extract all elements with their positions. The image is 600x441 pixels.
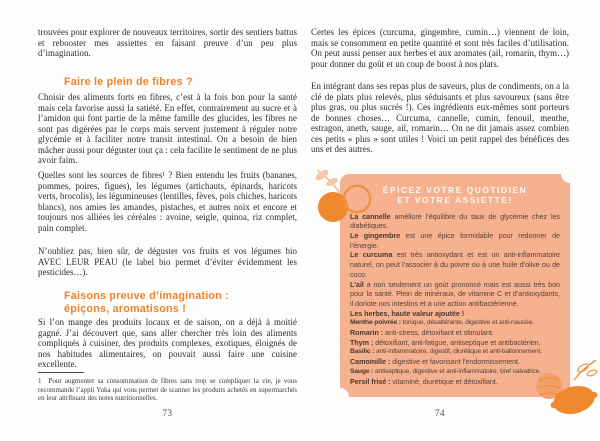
epices-paragraph: Certes les épices (curcuma, gingembre, cumin…) viennent de loin, mais se consomment en petite quantité et sont très faciles d’utilisation. On peut aussi penser aux herbes et aux aromates (ail, romarin, thym…) pour donner du goût et un coup de boost à nos plats.	[311, 27, 569, 69]
spice-entry-lead: Les herbes, haute valeur ajoutée !	[350, 308, 465, 318]
spice-entry-lead: Le gingembre	[350, 231, 401, 240]
spice-entry	[350, 309, 560, 319]
spice-entry: Sauge : antiseptique, digestive et anti-inflammatoire, bref salvatrice.	[350, 367, 541, 375]
page-number-left: 73	[162, 408, 173, 418]
spice-entry: Persil frisé : vitaminé, diurétique et détoxifiant.	[350, 376, 498, 386]
spice-entry-lead: Persil frisé :	[350, 376, 391, 386]
heading-fibres: Faire le plein de fibres ?	[64, 76, 193, 88]
saveurs-paragraph: En intégrant dans ses repas plus de saveurs, plus de condiments, on a la clé de plats plus relevés, plus séduisants et plus savoureux (sans être plus gras, ou plus sucrés !). Ces ingrédients eux-mêmes sont porteurs de bonnes choses… Curcuma, cannelle, cumin, fenouil, menthe, estragon, aneth, sauge, ail, romarin… On ne dit jamais assez combien ces petits « plus » sont utiles ! Voici un petit rappel des bénéfices des uns et des autres.	[311, 81, 569, 155]
sources-paragraph: Quelles sont les sources de fibres¹ ? Bien entendu les fruits (bananes, pommes, poires, figues), les légumes (artichauts, épinards, haricots verts, brocolis), les légumineuses (lentilles, fèves, pois chiches, haricots blancs), nos amies les amandes, pistaches, et autres noix et encore et toujours nos alliées les céréales : avoine, seigle, quinoa, riz complet, pain complet.	[38, 170, 297, 233]
spice-entry: Romarin : anti-stress, détoxifiant et stimulant.	[350, 328, 494, 338]
spice-entry: Menthe poivrée : tonique, désaltérante, digestive et anti-nausée.	[350, 319, 534, 327]
spice-entry-lead: Basilic :	[350, 348, 375, 356]
spice-entry: Camomille : digestive et favorisant l’endormissement.	[350, 357, 520, 367]
intro-paragraph: trouvées pour explorer de nouveaux territoires, sortir des sentiers battus et rebooster mes assiettes en faisant preuve d’un peu plus d’imagination.	[38, 27, 297, 59]
spice-entry-lead: Menthe poivrée :	[350, 319, 401, 327]
footnote-number: 1	[38, 377, 42, 385]
locaux-paragraph: Si l’on mange des produits locaux et de saison, on a déjà à moitié gagné. J’ai découvert que, sans aller chercher très loin des aliments compliqués à cuisiner, des produits complexes, exotiques, éloignés de nos habitudes alimentaires, on pouvait aussi faire une cuisine excellente.	[38, 317, 297, 370]
heading-imagination	[64, 290, 229, 316]
tangerines-top-illustration	[310, 165, 374, 225]
spice-list	[350, 212, 560, 387]
spice-entry-lead: La cannelle	[350, 211, 391, 221]
page-number-right: 74	[435, 408, 445, 418]
spice-entry: L’ail a non seulement un goût prononcé mais est aussi très bon pour la santé. Plein de minéraux, de vitamine C et d’antioxydants, il dorlote nos intestins et a une action antibactérienne.	[350, 279, 560, 308]
spice-entry: Thym : détoxifiant, anti-fatigue, antiseptique et antibactérien.	[350, 337, 541, 347]
footnote	[38, 377, 297, 403]
spice-entry: Le curcuma est très antioxydant et est un anti-inflammatoire naturel, on peut l’associer à du poivre ou à une huile d’olive ou de coco.	[350, 250, 560, 279]
spice-box-title-line2: ET VOTRE ASSIETTE!	[397, 195, 513, 206]
spice-entry-lead: Romarin :	[350, 328, 384, 338]
peau-paragraph: N’oubliez pas, bien sûr, de déguster vos fruits et vos légumes bio AVEC LEUR PEAU (le label bio permet d’éviter évidemment les pesticides…).	[38, 246, 297, 278]
fibres-paragraph: Choisir des aliments forts en fibres, c’est à la fois bon pour la santé mais cela favorise aussi la satiété. En effet, contrairement au sucre et à l’amidon qui font partie de la même famille des glucides, les fibres ne sont pas digérées par le corps mais servent justement à réguler notre glycémie et à faciliter notre transit intestinal. On a besoin de bien mâcher aussi pour déguster tout ça : cela facilite le sentiment de ne plus avoir faim.	[38, 92, 297, 166]
spice-box-title	[350, 185, 560, 206]
spice-entry-lead: Thym :	[350, 337, 374, 347]
spice-box-title-line1: ÉPICEZ VOTRE QUOTIDIEN	[382, 185, 528, 195]
footnote-text: Pour augmenter sa consommation de fibres sans trop se compliquer la vie, je vous recommande l’appli Yuka qui vous permet de scanner les produits achetés en supermarchés en leur attribuant des notes nutritionnelles.	[38, 377, 297, 403]
spice-entry-lead: L’ail	[350, 279, 364, 289]
spice-entry-lead: Camomille :	[350, 357, 391, 367]
footnote-rule	[38, 372, 84, 373]
heading-imagination-line1: Faisons preuve d’imagination :	[64, 290, 229, 302]
spice-entry: La cannelle améliore l’équilibre du taux de glycémie chez les diabétiques.	[350, 211, 560, 231]
spice-entry-lead: Le curcuma	[350, 250, 393, 260]
spice-entry-lead: Sauge :	[350, 367, 374, 375]
spice-entry: Le gingembre est une épice formidable pour redonner de l’énergie.	[350, 231, 560, 250]
spice-entry: Basilic : anti-inflammatoire, digestif, diurétique et anti-ballonnement.	[350, 348, 542, 356]
heading-imagination-line2: épiçons, aromatisons !	[64, 303, 186, 315]
